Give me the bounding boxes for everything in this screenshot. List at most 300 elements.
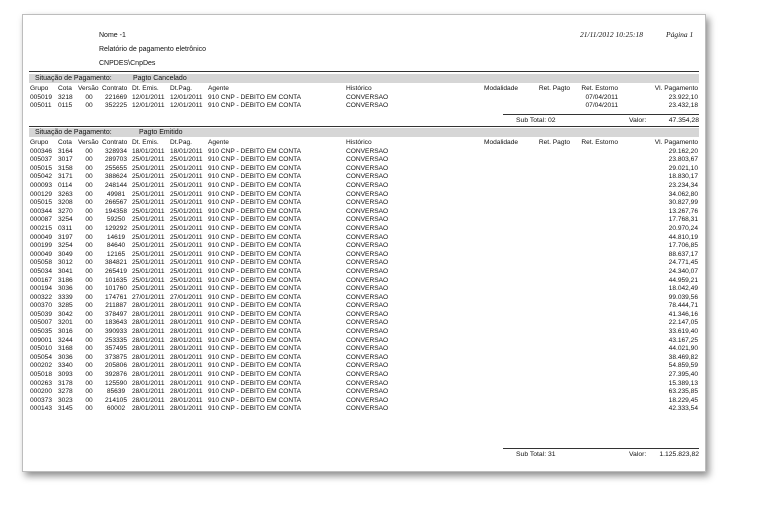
cell-agente: 910 CNP - DÉBITO EM CONTA	[208, 362, 302, 370]
cell-grupo: 000199	[30, 242, 53, 250]
cell-agente: 910 CNP - DÉBITO EM CONTA	[208, 147, 302, 155]
cell-grupo: 000370	[30, 302, 53, 310]
cell-ret-pagto	[535, 371, 571, 380]
table-row	[29, 102, 699, 111]
cell-cota: 3178	[58, 379, 73, 387]
cell-versao: 00	[85, 250, 93, 258]
cell-agente: 910 CNP - DÉBITO EM CONTA	[208, 285, 302, 293]
cell-grupo: 005034	[30, 267, 53, 275]
cell-contrato: 392876	[104, 371, 127, 379]
cell-modalidade	[467, 242, 535, 251]
cell-dt-emis: 28/01/2011	[132, 319, 165, 327]
cell-historico: CONVERSAO	[346, 164, 389, 172]
cell-modalidade	[467, 302, 535, 311]
column-header-ret-estorno: Ret. Estorno	[581, 85, 618, 92]
cell-ret-estorno	[571, 173, 619, 182]
cell-dt-emis: 28/01/2011	[132, 388, 165, 396]
cell-versao: 00	[85, 396, 93, 404]
cell-ret-estorno	[571, 371, 619, 380]
cell-versao: 00	[85, 216, 93, 224]
cell-ret-pagto	[535, 199, 571, 208]
cell-dt-pag: 25/01/2011	[170, 233, 203, 241]
cell-versao: 00	[85, 93, 93, 101]
table-row	[29, 251, 699, 260]
cell-versao: 00	[85, 267, 93, 275]
cell-versao: 00	[85, 173, 93, 181]
cell-ret-pagto	[535, 165, 571, 174]
cell-grupo: 005037	[30, 156, 53, 164]
cell-versao: 00	[85, 276, 93, 284]
cell-modalidade	[467, 208, 535, 217]
cell-dt-emis: 25/01/2011	[132, 250, 165, 258]
table-row	[29, 405, 699, 414]
cell-versao: 00	[85, 379, 93, 387]
cell-ret-estorno	[571, 277, 619, 286]
cell-vl-pagamento: 30.827,99	[668, 199, 698, 207]
cell-dt-emis: 28/01/2011	[132, 345, 165, 353]
cell-dt-emis: 25/01/2011	[132, 207, 165, 215]
cell-vl-pagamento: 29.021,10	[668, 164, 698, 172]
cell-cota: 0311	[58, 224, 73, 232]
cell-modalidade	[467, 259, 535, 268]
column-header-contrato: Contrato	[102, 85, 128, 92]
table-row	[29, 234, 699, 243]
cell-vl-pagamento: 22.147,05	[668, 319, 698, 327]
cell-ret-pagto	[535, 285, 571, 294]
cell-cota: 3340	[58, 362, 73, 370]
report-datetime: 21/11/2012 10:25:18	[580, 30, 643, 39]
cell-historico: CONVERSAO	[346, 102, 389, 110]
cell-historico: CONVERSAO	[346, 242, 389, 250]
cell-grupo: 005015	[30, 164, 53, 172]
cell-grupo: 000215	[30, 224, 53, 232]
cell-cota: 3285	[58, 302, 73, 310]
cell-dt-pag: 28/01/2011	[170, 362, 203, 370]
cell-versao: 00	[85, 353, 93, 361]
cell-dt-pag: 25/01/2011	[170, 285, 203, 293]
cell-ret-estorno	[571, 337, 619, 346]
column-header-ret-estorno: Ret. Estorno	[581, 139, 618, 146]
cell-ret-estorno	[571, 397, 619, 406]
column-header-dt-emis: Dt. Emis.	[132, 85, 159, 92]
table-row	[29, 337, 699, 346]
table-row	[29, 173, 699, 182]
cell-contrato: 221669	[104, 93, 127, 101]
cell-dt-pag: 25/01/2011	[170, 224, 203, 232]
cell-historico: CONVERSAO	[346, 336, 389, 344]
cell-cota: 3145	[58, 405, 73, 413]
cell-dt-pag: 25/01/2011	[170, 276, 203, 284]
cell-historico: CONVERSAO	[346, 233, 389, 241]
cell-ret-pagto	[535, 102, 571, 111]
cell-ret-estorno	[571, 268, 619, 277]
cell-vl-pagamento: 78.444,71	[668, 302, 698, 310]
cell-ret-estorno	[571, 156, 619, 165]
table-header-row	[29, 139, 699, 148]
table-row	[29, 311, 699, 320]
table-row	[29, 354, 699, 363]
column-header-agente: Agente	[208, 139, 229, 146]
cell-dt-emis: 25/01/2011	[132, 285, 165, 293]
table-row	[29, 328, 699, 337]
cell-grupo: 000087	[30, 216, 53, 224]
cell-contrato: 211887	[105, 302, 127, 310]
cell-contrato: 183643	[104, 319, 127, 327]
cell-vl-pagamento: 42.333,54	[668, 405, 698, 413]
table-row	[29, 182, 699, 191]
cell-modalidade	[467, 345, 535, 354]
cell-vl-pagamento: 23.432,18	[668, 102, 698, 110]
cell-ret-estorno	[571, 294, 619, 303]
cell-agente: 910 CNP - DÉBITO EM CONTA	[208, 353, 302, 361]
cell-cota: 3254	[58, 242, 73, 250]
subtotal-label: Sub Total:	[516, 117, 547, 124]
cell-dt-pag: 28/01/2011	[170, 379, 203, 387]
cell-cota: 3339	[58, 293, 73, 301]
cell-agente: 910 CNP - DÉBITO EM CONTA	[208, 224, 302, 232]
cell-agente: 910 CNP - DÉBITO EM CONTA	[208, 93, 302, 101]
table-row	[29, 277, 699, 286]
cell-vl-pagamento: 24.771,45	[668, 259, 698, 267]
cell-vl-pagamento: 15.389,13	[668, 379, 698, 387]
cell-vl-pagamento: 38.469,82	[668, 353, 698, 361]
cell-cota: 3208	[58, 199, 73, 207]
cell-historico: CONVERSAO	[346, 345, 389, 353]
cell-grupo: 005007	[30, 319, 53, 327]
cell-ret-pagto	[535, 345, 571, 354]
cell-ret-estorno	[571, 242, 619, 251]
cell-ret-pagto	[535, 319, 571, 328]
cell-ret-pagto	[535, 397, 571, 406]
cell-ret-pagto	[535, 294, 571, 303]
cell-vl-pagamento: 27.395,40	[668, 371, 698, 379]
cell-cota: 0115	[58, 102, 73, 110]
cell-ret-estorno	[571, 234, 619, 243]
cell-agente: 910 CNP - DÉBITO EM CONTA	[208, 216, 302, 224]
cell-ret-pagto	[535, 277, 571, 286]
cell-cota: 3012	[58, 259, 73, 267]
column-header-dt-pag: Dt.Pag.	[170, 85, 192, 92]
cell-dt-emis: 12/01/2011	[132, 93, 165, 101]
column-header-versao: Versão	[78, 85, 99, 92]
cell-contrato: 384821	[104, 259, 127, 267]
table-row	[29, 294, 699, 303]
cell-ret-estorno	[571, 405, 619, 414]
table-row	[29, 380, 699, 389]
cell-grupo: 000322	[30, 293, 53, 301]
cell-modalidade	[467, 405, 535, 414]
cell-agente: 910 CNP - DÉBITO EM CONTA	[208, 156, 302, 164]
cell-ret-pagto	[535, 328, 571, 337]
cell-vl-pagamento: 44.810,19	[668, 233, 698, 241]
cell-ret-estorno	[571, 345, 619, 354]
cell-vl-pagamento: 23.234,34	[668, 181, 698, 189]
cell-ret-pagto	[535, 354, 571, 363]
cell-versao: 00	[85, 207, 93, 215]
cell-historico: CONVERSAO	[346, 207, 389, 215]
cell-agente: 910 CNP - DÉBITO EM CONTA	[208, 319, 302, 327]
cell-modalidade	[467, 191, 535, 200]
cell-versao: 00	[85, 285, 93, 293]
cell-dt-pag: 25/01/2011	[170, 199, 203, 207]
subtotal-count: 31	[548, 451, 556, 458]
table-row	[29, 94, 699, 103]
cell-grupo: 000346	[30, 147, 53, 155]
cell-dt-emis: 27/01/2011	[132, 293, 165, 301]
cell-contrato: 84640	[106, 242, 126, 250]
cell-historico: CONVERSAO	[346, 147, 389, 155]
cell-grupo: 005015	[30, 199, 53, 207]
subtotal-count: 02	[548, 117, 556, 124]
subtotal-emitido	[516, 450, 556, 459]
table-row	[29, 397, 699, 406]
payments-table-cancelado	[29, 85, 699, 111]
cell-ret-pagto	[535, 156, 571, 165]
cell-dt-emis: 28/01/2011	[132, 336, 165, 344]
cell-versao: 00	[85, 405, 93, 413]
cell-modalidade	[467, 397, 535, 406]
cell-dt-emis: 25/01/2011	[132, 199, 165, 207]
cell-historico: CONVERSAO	[346, 396, 389, 404]
cell-historico: CONVERSAO	[346, 302, 389, 310]
cell-ret-pagto	[535, 268, 571, 277]
cell-ret-estorno	[571, 148, 619, 157]
cell-dt-pag: 25/01/2011	[170, 190, 203, 198]
table-row	[29, 191, 699, 200]
column-header-grupo: Grupo	[30, 85, 49, 92]
cell-agente: 910 CNP - DÉBITO EM CONTA	[208, 388, 302, 396]
cell-dt-pag: 28/01/2011	[170, 396, 203, 404]
column-header-dt-pag: Dt.Pag.	[170, 139, 192, 146]
cell-modalidade	[467, 199, 535, 208]
cell-ret-pagto	[535, 362, 571, 371]
cell-ret-pagto	[535, 225, 571, 234]
cell-contrato: 59250	[106, 216, 126, 224]
cell-modalidade	[467, 362, 535, 371]
valor-total-emitido: 1.125.823,82	[659, 451, 699, 458]
cell-modalidade	[467, 371, 535, 380]
section-header-cancelado	[29, 74, 699, 83]
cell-cota: 3036	[58, 353, 73, 361]
table-row	[29, 148, 699, 157]
cell-agente: 910 CNP - DÉBITO EM CONTA	[208, 207, 302, 215]
cell-dt-emis: 25/01/2011	[132, 190, 165, 198]
cell-dt-emis: 25/01/2011	[132, 181, 165, 189]
cell-agente: 910 CNP - DÉBITO EM CONTA	[208, 328, 302, 336]
cell-grupo: 005035	[30, 328, 53, 336]
cell-vl-pagamento: 17.768,31	[668, 216, 698, 224]
cell-ret-estorno	[571, 380, 619, 389]
cell-cota: 3023	[58, 396, 73, 404]
cell-cota: 3041	[58, 267, 73, 275]
cell-dt-pag: 25/01/2011	[170, 164, 203, 172]
cell-ret-pagto	[535, 337, 571, 346]
cell-grupo: 000202	[30, 362, 53, 370]
cell-agente: 910 CNP - DÉBITO EM CONTA	[208, 173, 302, 181]
cell-modalidade	[467, 102, 535, 111]
cell-dt-pag: 28/01/2011	[170, 345, 203, 353]
cell-contrato: 357495	[104, 345, 127, 353]
table-row	[29, 199, 699, 208]
cell-ret-pagto	[535, 216, 571, 225]
cell-dt-emis: 25/01/2011	[132, 242, 165, 250]
cell-contrato: 373875	[104, 353, 127, 361]
cell-ret-pagto	[535, 94, 571, 103]
cell-ret-estorno	[571, 182, 619, 191]
cell-contrato: 101635	[104, 276, 127, 284]
cell-historico: CONVERSAO	[346, 353, 389, 361]
cell-ret-pagto	[535, 182, 571, 191]
cell-agente: 910 CNP - DÉBITO EM CONTA	[208, 396, 302, 404]
cell-ret-estorno	[571, 225, 619, 234]
cell-modalidade	[467, 148, 535, 157]
cell-vl-pagamento: 18.229,45	[668, 396, 698, 404]
cell-historico: CONVERSAO	[346, 173, 389, 181]
cell-grupo: 005010	[30, 345, 53, 353]
cell-grupo: 000373	[30, 396, 53, 404]
table-row	[29, 259, 699, 268]
report-path: CNPDES\CnpDes	[99, 60, 156, 67]
cell-dt-pag: 25/01/2011	[170, 250, 203, 258]
cell-agente: 910 CNP - DÉBITO EM CONTA	[208, 199, 302, 207]
cell-dt-emis: 25/01/2011	[132, 224, 165, 232]
cell-historico: CONVERSAO	[346, 259, 389, 267]
cell-contrato: 289703	[104, 156, 127, 164]
cell-dt-pag: 28/01/2011	[170, 353, 203, 361]
cell-versao: 00	[85, 102, 93, 110]
cell-contrato: 60002	[106, 405, 126, 413]
column-header-vl-pagamento: Vl. Pagamento	[654, 85, 698, 92]
cell-modalidade	[467, 156, 535, 165]
table-row	[29, 156, 699, 165]
table-row	[29, 371, 699, 380]
cell-grupo: 005058	[30, 259, 53, 267]
cell-agente: 910 CNP - DÉBITO EM CONTA	[208, 250, 302, 258]
cell-vl-pagamento: 20.970,24	[668, 224, 698, 232]
cell-cota: 3036	[58, 285, 73, 293]
cell-agente: 910 CNP - DÉBITO EM CONTA	[208, 336, 302, 344]
cell-dt-emis: 12/01/2011	[132, 102, 165, 110]
cell-ret-estorno	[571, 285, 619, 294]
cell-grupo: 005054	[30, 353, 53, 361]
cell-cota: 3049	[58, 250, 73, 258]
cell-dt-emis: 28/01/2011	[132, 328, 165, 336]
cell-vl-pagamento: 44.959,21	[668, 276, 698, 284]
cell-versao: 00	[85, 345, 93, 353]
cell-modalidade	[467, 173, 535, 182]
cell-ret-pagto	[535, 234, 571, 243]
cell-contrato: 129292	[104, 224, 127, 232]
subtotal-label: Sub Total:	[516, 451, 547, 458]
cell-vl-pagamento: 43.167,25	[668, 336, 698, 344]
cell-cota: 3201	[58, 319, 73, 327]
cell-vl-pagamento: 34.062,80	[668, 190, 698, 198]
cell-contrato: 101760	[104, 285, 127, 293]
cell-contrato: 49981	[106, 190, 126, 198]
cell-ret-pagto	[535, 251, 571, 260]
table-row	[29, 302, 699, 311]
cell-dt-pag: 12/01/2011	[170, 102, 203, 110]
cell-agente: 910 CNP - DÉBITO EM CONTA	[208, 405, 302, 413]
cell-vl-pagamento: 41.346,16	[668, 310, 698, 318]
cell-agente: 910 CNP - DÉBITO EM CONTA	[208, 164, 302, 172]
cell-dt-pag: 28/01/2011	[170, 371, 203, 379]
cell-ret-estorno	[571, 388, 619, 397]
cell-grupo: 000049	[30, 250, 53, 258]
cell-historico: CONVERSAO	[346, 93, 389, 101]
cell-ret-estorno	[571, 165, 619, 174]
cell-cota: 3158	[58, 164, 73, 172]
cell-dt-emis: 25/01/2011	[132, 267, 165, 275]
cell-grupo: 005019	[30, 93, 53, 101]
table-row	[29, 268, 699, 277]
cell-vl-pagamento: 18.830,17	[668, 173, 698, 181]
cell-dt-emis: 25/01/2011	[132, 259, 165, 267]
cell-contrato: 328934	[104, 147, 127, 155]
cell-contrato: 248144	[104, 181, 127, 189]
cell-modalidade	[467, 328, 535, 337]
cell-modalidade	[467, 234, 535, 243]
cell-modalidade	[467, 337, 535, 346]
cell-modalidade	[467, 294, 535, 303]
cell-ret-estorno	[571, 208, 619, 217]
cell-cota: 3244	[58, 336, 73, 344]
cell-cota: 3254	[58, 216, 73, 224]
cell-vl-pagamento: 23.803,67	[668, 156, 698, 164]
cell-versao: 00	[85, 302, 93, 310]
cell-grupo: 000143	[30, 405, 53, 413]
cell-vl-pagamento: 13.267,76	[668, 207, 698, 215]
cell-dt-emis: 25/01/2011	[132, 216, 165, 224]
cell-versao: 00	[85, 336, 93, 344]
cell-ret-pagto	[535, 208, 571, 217]
cell-agente: 910 CNP - DÉBITO EM CONTA	[208, 345, 302, 353]
cell-vl-pagamento: 44.021,90	[668, 345, 698, 353]
cell-cota: 3263	[58, 190, 73, 198]
cell-dt-pag: 28/01/2011	[170, 336, 203, 344]
cell-agente: 910 CNP - DÉBITO EM CONTA	[208, 293, 302, 301]
cell-grupo: 000049	[30, 233, 53, 241]
cell-contrato: 174761	[104, 293, 127, 301]
column-header-historico: Histórico	[346, 85, 372, 92]
cell-versao: 00	[85, 293, 93, 301]
subtotal-divider	[503, 114, 699, 115]
cell-contrato: 194358	[104, 207, 127, 215]
cell-versao: 00	[85, 224, 93, 232]
cell-ret-pagto	[535, 242, 571, 251]
cell-grupo: 000263	[30, 379, 53, 387]
page-number: Página 1	[666, 30, 694, 39]
cell-cota: 3042	[58, 310, 73, 318]
cell-contrato: 253335	[104, 336, 127, 344]
cell-grupo: 005018	[30, 371, 53, 379]
cell-vl-pagamento: 18.042,49	[668, 285, 698, 293]
cell-agente: 910 CNP - DÉBITO EM CONTA	[208, 233, 302, 241]
cell-modalidade	[467, 311, 535, 320]
cell-modalidade	[467, 277, 535, 286]
cell-agente: 910 CNP - DÉBITO EM CONTA	[208, 102, 302, 110]
cell-agente: 910 CNP - DÉBITO EM CONTA	[208, 190, 302, 198]
cell-dt-emis: 28/01/2011	[132, 405, 165, 413]
valor-total-cancelado: 47.354,28	[668, 117, 699, 124]
cell-agente: 910 CNP - DÉBITO EM CONTA	[208, 310, 302, 318]
cell-grupo: 000200	[30, 388, 53, 396]
cell-historico: CONVERSAO	[346, 293, 389, 301]
cell-dt-emis: 28/01/2011	[132, 371, 165, 379]
cell-ret-estorno	[571, 191, 619, 200]
cell-versao: 00	[85, 147, 93, 155]
cell-cota: 3093	[58, 371, 73, 379]
